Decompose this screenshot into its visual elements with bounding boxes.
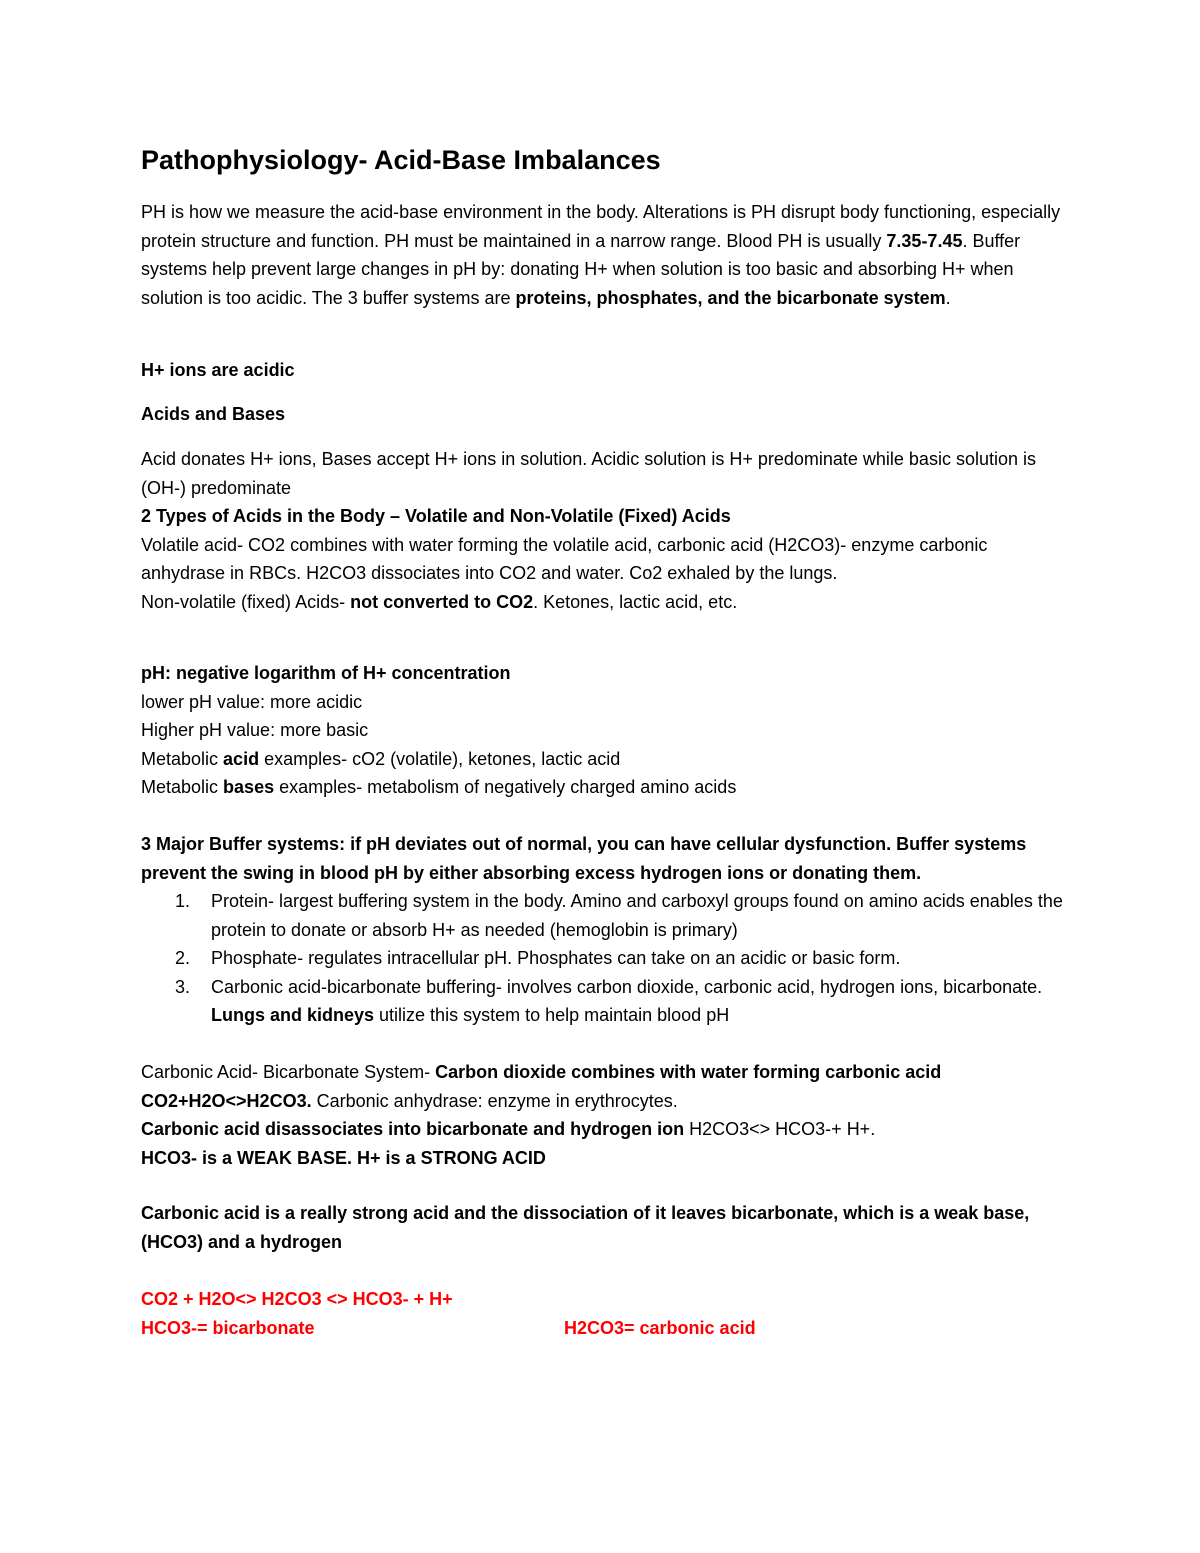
strong-acid-paragraph: Carbonic acid is a really strong acid and the dissociation of it leaves bicarbonate, which is a weak base, (HCO3) and a hydrogen (141, 1203, 1030, 1252)
h-ions-heading: H+ ions are acidic (141, 360, 295, 380)
ph-heading: pH: negative logarithm of H+ concentration (141, 663, 511, 683)
acids-bases-text: Acid donates H+ ions, Bases accept H+ ions in solution. Acidic solution is H+ predominate while basic solution is (OH-) predominate (141, 449, 1036, 498)
page-title: Pathophysiology- Acid-Base Imbalances (141, 145, 661, 175)
intro-text-3: . (945, 287, 951, 308)
dissociation-text: Carbonic acid disassociates into bicarbonate and hydrogen ion H2CO3<> HCO3-+ H+. (141, 1119, 876, 1140)
bicarbonate-definition: HCO3-= bicarbonate (141, 1317, 315, 1338)
weak-base-text: HCO3- is a WEAK BASE. H+ is a STRONG ACID (141, 1147, 546, 1168)
ph-range: 7.35-7.45 (886, 230, 963, 251)
definitions-row (141, 1314, 1071, 1343)
buffer-list (141, 887, 1071, 1030)
nonvolatile-acid-text: Non-volatile (fixed) Acids- not converted to CO2. Ketones, lactic acid, etc. (141, 591, 738, 612)
list-item: 1. Protein- largest buffering system in the body. Amino and carboxyl groups found on amino acids enables the protein to donate or absorb H+ as needed (hemoglobin is primary) (175, 891, 1063, 940)
ph-section (141, 659, 1071, 802)
carbonic-acid-definition: H2CO3= carbonic acid (564, 1317, 756, 1338)
acid-types-heading: 2 Types of Acids in the Body – Volatile and Non-Volatile (Fixed) Acids (141, 506, 731, 527)
carbonic-system-text: Carbonic Acid- Bicarbonate System- Carbon dioxide combines with water forming carbonic acid CO2+H2O<>H2CO3. Carbonic anhydrase: enzyme in erythrocytes. (141, 1062, 942, 1111)
intro-text-1: PH is how we measure the acid-base environment in the body. Alterations is PH disrupt body functioning, especially protein structure and function. PH must be maintained in a narrow range. Blood PH is usually (141, 202, 1061, 251)
ph-line-higher: Higher pH value: more basic (141, 720, 369, 741)
buffer-heading: 3 Major Buffer systems: if pH deviates out of normal, you can have cellular dysfunction. Buffer systems prevent the swing in blood pH by either absorbing excess hydrogen ions or donating them. (141, 834, 1027, 883)
carbonic-section (141, 1058, 1071, 1172)
metabolic-acid-line: Metabolic acid examples- cO2 (volatile), ketones, lactic acid (141, 748, 621, 769)
red-equations (141, 1285, 1071, 1342)
red-equation: CO2 + H2O<> H2CO3 <> HCO3- + H+ (141, 1289, 453, 1309)
intro-text-2: . Buffer systems help prevent large changes in pH by: donating H+ when solution is too basic and absorbing H+ when solution is too acidic. The 3 buffer systems are (141, 230, 1021, 308)
list-item: 3. Carbonic acid-bicarbonate buffering- involves carbon dioxide, carbonic acid, hydrogen ions, bicarbonate. Lungs and kidneys utilize this system to help maintain blood pH (175, 976, 1043, 1026)
buffer-section (141, 830, 1071, 887)
acids-bases-section (141, 445, 1071, 617)
list-item: 2. Phosphate- regulates intracellular pH. Phosphates can take on an acidic or basic form. (175, 948, 901, 969)
metabolic-base-line: Metabolic bases examples- metabolism of negatively charged amino acids (141, 777, 737, 798)
buffer-systems-list: proteins, phosphates, and the bicarbonate system (515, 287, 946, 308)
acids-bases-heading: Acids and Bases (141, 404, 286, 424)
volatile-acid-text: Volatile acid- CO2 combines with water forming the volatile acid, carbonic acid (H2CO3)- enzyme carbonic anhydrase in RBCs. H2CO3 dissociates into CO2 and water. Co2 exhaled by the lungs. (141, 534, 988, 584)
ph-line-lower: lower pH value: more acidic (141, 691, 363, 712)
intro-paragraph (141, 198, 1071, 312)
